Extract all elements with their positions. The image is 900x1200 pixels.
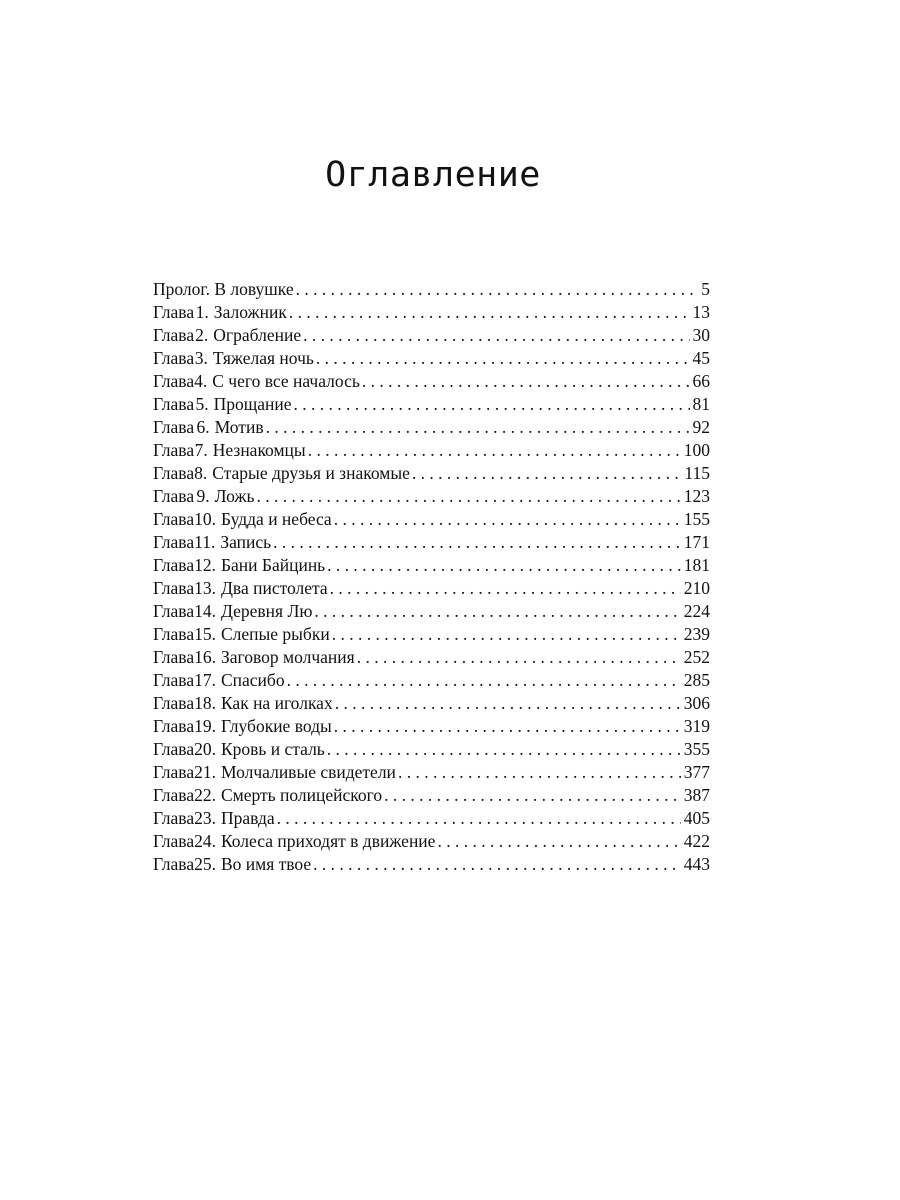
toc-entry-title: Заложник <box>213 302 287 322</box>
toc-entry-title: Старые друзья и знакомые <box>212 463 410 483</box>
chapter-number: 12. <box>194 555 216 575</box>
toc-entry-page: 252 <box>683 647 710 667</box>
dot-leader <box>313 853 681 876</box>
chapter-number: 4. <box>194 371 208 391</box>
chapter-label: Глава <box>153 417 195 437</box>
chapter-label: Глава <box>153 509 195 529</box>
chapter-label: Глава <box>153 325 195 345</box>
toc-entry-title: Будда и небеса <box>220 509 332 529</box>
toc-entry-title: Ограбление <box>213 325 302 345</box>
toc-entry-chapter[interactable] <box>153 347 710 370</box>
toc-entry-chapter[interactable] <box>153 554 710 577</box>
toc-entry-title: Глубокие воды <box>220 716 332 736</box>
dot-leader <box>357 646 681 669</box>
chapter-label: Глава <box>153 716 195 736</box>
chapter-number: 24. <box>194 831 216 851</box>
toc-entry-title: Кровь и сталь <box>220 739 325 759</box>
toc-entry-page: 100 <box>683 440 710 460</box>
toc-entry-title: Пролог. В ловушке <box>153 279 294 299</box>
dot-leader <box>287 669 681 692</box>
dot-leader <box>273 531 681 554</box>
chapter-label: Глава <box>153 831 195 851</box>
toc-entry-page: 239 <box>683 624 710 644</box>
chapter-number: 6. <box>196 417 210 437</box>
toc-entry-title: Молчаливые свидетели <box>220 762 396 782</box>
toc-entry-title: Правда <box>220 808 275 828</box>
chapter-number: 8. <box>194 463 208 483</box>
toc-entry-chapter[interactable] <box>153 807 710 830</box>
toc-entry-page: 319 <box>683 716 710 736</box>
chapter-number: 17. <box>194 670 216 690</box>
dot-leader <box>316 347 690 370</box>
toc-entry-chapter[interactable] <box>153 370 710 393</box>
chapter-label: Глава <box>153 739 195 759</box>
dot-leader <box>294 393 690 416</box>
toc-entry-chapter[interactable] <box>153 715 710 738</box>
chapter-label: Глава <box>153 624 195 644</box>
dot-leader <box>398 761 681 784</box>
dot-leader <box>266 416 690 439</box>
toc-entry-chapter[interactable] <box>153 485 710 508</box>
toc-entry-chapter[interactable] <box>153 301 710 324</box>
toc-entry-title: Во имя твое <box>220 854 312 874</box>
chapter-number: 25. <box>194 854 216 874</box>
toc-entry-title: Слепые рыбки <box>220 624 330 644</box>
dot-leader <box>330 577 681 600</box>
chapter-number: 3. <box>194 348 208 368</box>
chapter-label: Глава <box>153 463 195 483</box>
toc-entry-chapter[interactable] <box>153 669 710 692</box>
toc-entry-title: Незнакомцы <box>212 440 306 460</box>
toc-entry-title: Смерть полицейского <box>220 785 383 805</box>
dot-leader <box>303 324 689 347</box>
toc-entry-title: Спасибо <box>220 670 285 690</box>
chapter-number: 15. <box>194 624 216 644</box>
toc-entry-title: Как на иголках <box>220 693 333 713</box>
toc-entry-page: 387 <box>683 785 710 805</box>
chapter-label: Глава <box>153 670 195 690</box>
toc-entry-chapter[interactable] <box>153 692 710 715</box>
toc-entry-title: Деревня Лю <box>220 601 313 621</box>
chapter-label: Глава <box>153 785 195 805</box>
chapter-number: 9. <box>196 486 210 506</box>
chapter-number: 13. <box>194 578 216 598</box>
chapter-label: Глава <box>153 555 195 575</box>
chapter-number: 19. <box>194 716 216 736</box>
chapter-label: Глава <box>153 532 195 552</box>
dot-leader <box>277 807 681 830</box>
chapter-number: 2. <box>195 325 209 345</box>
toc-entry-chapter[interactable] <box>153 416 710 439</box>
chapter-number: 10. <box>194 509 216 529</box>
toc-entry-page: 224 <box>683 601 710 621</box>
toc-entry-chapter[interactable] <box>153 830 710 853</box>
toc-entry-chapter[interactable] <box>153 577 710 600</box>
toc-entry-page: 123 <box>683 486 710 506</box>
toc-entry-chapter[interactable] <box>153 393 710 416</box>
toc-entry-page: 13 <box>692 302 710 322</box>
chapter-label: Глава <box>153 394 195 414</box>
toc-entry-page: 355 <box>683 739 710 759</box>
dot-leader <box>384 784 681 807</box>
dot-leader <box>327 554 681 577</box>
chapter-number: 7. <box>194 440 208 460</box>
toc-entry-chapter[interactable] <box>153 853 710 876</box>
toc-entry-title: Заговор молчания <box>220 647 355 667</box>
toc-entry-page: 210 <box>683 578 710 598</box>
toc-entry-chapter[interactable] <box>153 600 710 623</box>
toc-entry-page: 422 <box>683 831 710 851</box>
toc-entry-prologue[interactable] <box>153 278 710 301</box>
toc-entry-title: Бани Байцинь <box>220 555 326 575</box>
toc-entry-title: Два пистолета <box>220 578 328 598</box>
chapter-number: 22. <box>194 785 216 805</box>
chapter-number: 16. <box>194 647 216 667</box>
toc-entry-page: 30 <box>692 325 710 345</box>
chapter-label: Глава <box>153 486 195 506</box>
dot-leader <box>362 370 690 393</box>
dot-leader <box>289 301 690 324</box>
chapter-number: 21. <box>194 762 216 782</box>
dot-leader <box>296 278 699 301</box>
chapter-label: Глава <box>153 647 195 667</box>
toc-entry-chapter[interactable] <box>153 761 710 784</box>
toc-entry-title: Колеса приходят в движение <box>220 831 436 851</box>
toc-entry-page: 81 <box>692 394 710 414</box>
toc-entry-page: 155 <box>683 509 710 529</box>
dot-leader <box>327 738 681 761</box>
toc-entry-title: Прощание <box>213 394 292 414</box>
dot-leader <box>334 715 681 738</box>
dot-leader <box>332 623 681 646</box>
chapter-label: Глава <box>153 348 195 368</box>
chapter-label: Глава <box>153 601 195 621</box>
toc-entry-page: 45 <box>692 348 710 368</box>
toc-entry-page: 92 <box>692 417 710 437</box>
toc-entry-page: 181 <box>683 555 710 575</box>
toc-entry-chapter[interactable] <box>153 324 710 347</box>
chapter-label: Глава <box>153 578 195 598</box>
chapter-label: Глава <box>153 854 195 874</box>
dot-leader <box>257 485 681 508</box>
dot-leader <box>314 600 680 623</box>
toc-entry-chapter[interactable] <box>153 531 710 554</box>
toc-entry-page: 285 <box>683 670 710 690</box>
dot-leader <box>308 439 681 462</box>
table-of-contents <box>153 278 710 876</box>
chapter-label: Глава <box>153 371 195 391</box>
toc-entry-page: 115 <box>684 463 710 483</box>
toc-entry-chapter[interactable] <box>153 623 710 646</box>
chapter-label: Глава <box>153 808 195 828</box>
toc-entry-chapter[interactable] <box>153 646 710 669</box>
toc-entry-chapter[interactable] <box>153 738 710 761</box>
dot-leader <box>412 462 682 485</box>
chapter-label: Глава <box>153 440 195 460</box>
chapter-label: Глава <box>153 302 195 322</box>
dot-leader <box>334 508 681 531</box>
chapter-number: 14. <box>194 601 216 621</box>
chapter-number: 20. <box>194 739 216 759</box>
toc-entry-page: 306 <box>683 693 710 713</box>
toc-entry-page: 5 <box>701 279 710 299</box>
toc-entry-title: Запись <box>220 532 272 552</box>
toc-entry-page: 171 <box>683 532 710 552</box>
toc-entry-title: Ложь <box>214 486 255 506</box>
dot-leader <box>335 692 681 715</box>
toc-entry-title: С чего все началось <box>212 371 360 391</box>
toc-entry-page: 443 <box>683 854 710 874</box>
dot-leader <box>437 830 680 853</box>
toc-entry-page: 66 <box>692 371 710 391</box>
chapter-number: 5. <box>195 394 209 414</box>
chapter-number: 1. <box>195 302 209 322</box>
chapter-number: 23. <box>194 808 216 828</box>
toc-entry-chapter[interactable] <box>153 508 710 531</box>
toc-entry-page: 377 <box>683 762 710 782</box>
toc-entry-chapter[interactable] <box>153 462 710 485</box>
chapter-label: Глава <box>153 693 195 713</box>
page-title: Оглавление <box>325 155 541 195</box>
toc-entry-title: Мотив <box>214 417 264 437</box>
chapter-label: Глава <box>153 762 195 782</box>
toc-entry-title: Тяжелая ночь <box>212 348 314 368</box>
toc-entry-chapter[interactable] <box>153 784 710 807</box>
toc-entry-page: 405 <box>683 808 710 828</box>
toc-entry-chapter[interactable] <box>153 439 710 462</box>
chapter-number: 11. <box>194 532 216 552</box>
chapter-number: 18. <box>194 693 216 713</box>
